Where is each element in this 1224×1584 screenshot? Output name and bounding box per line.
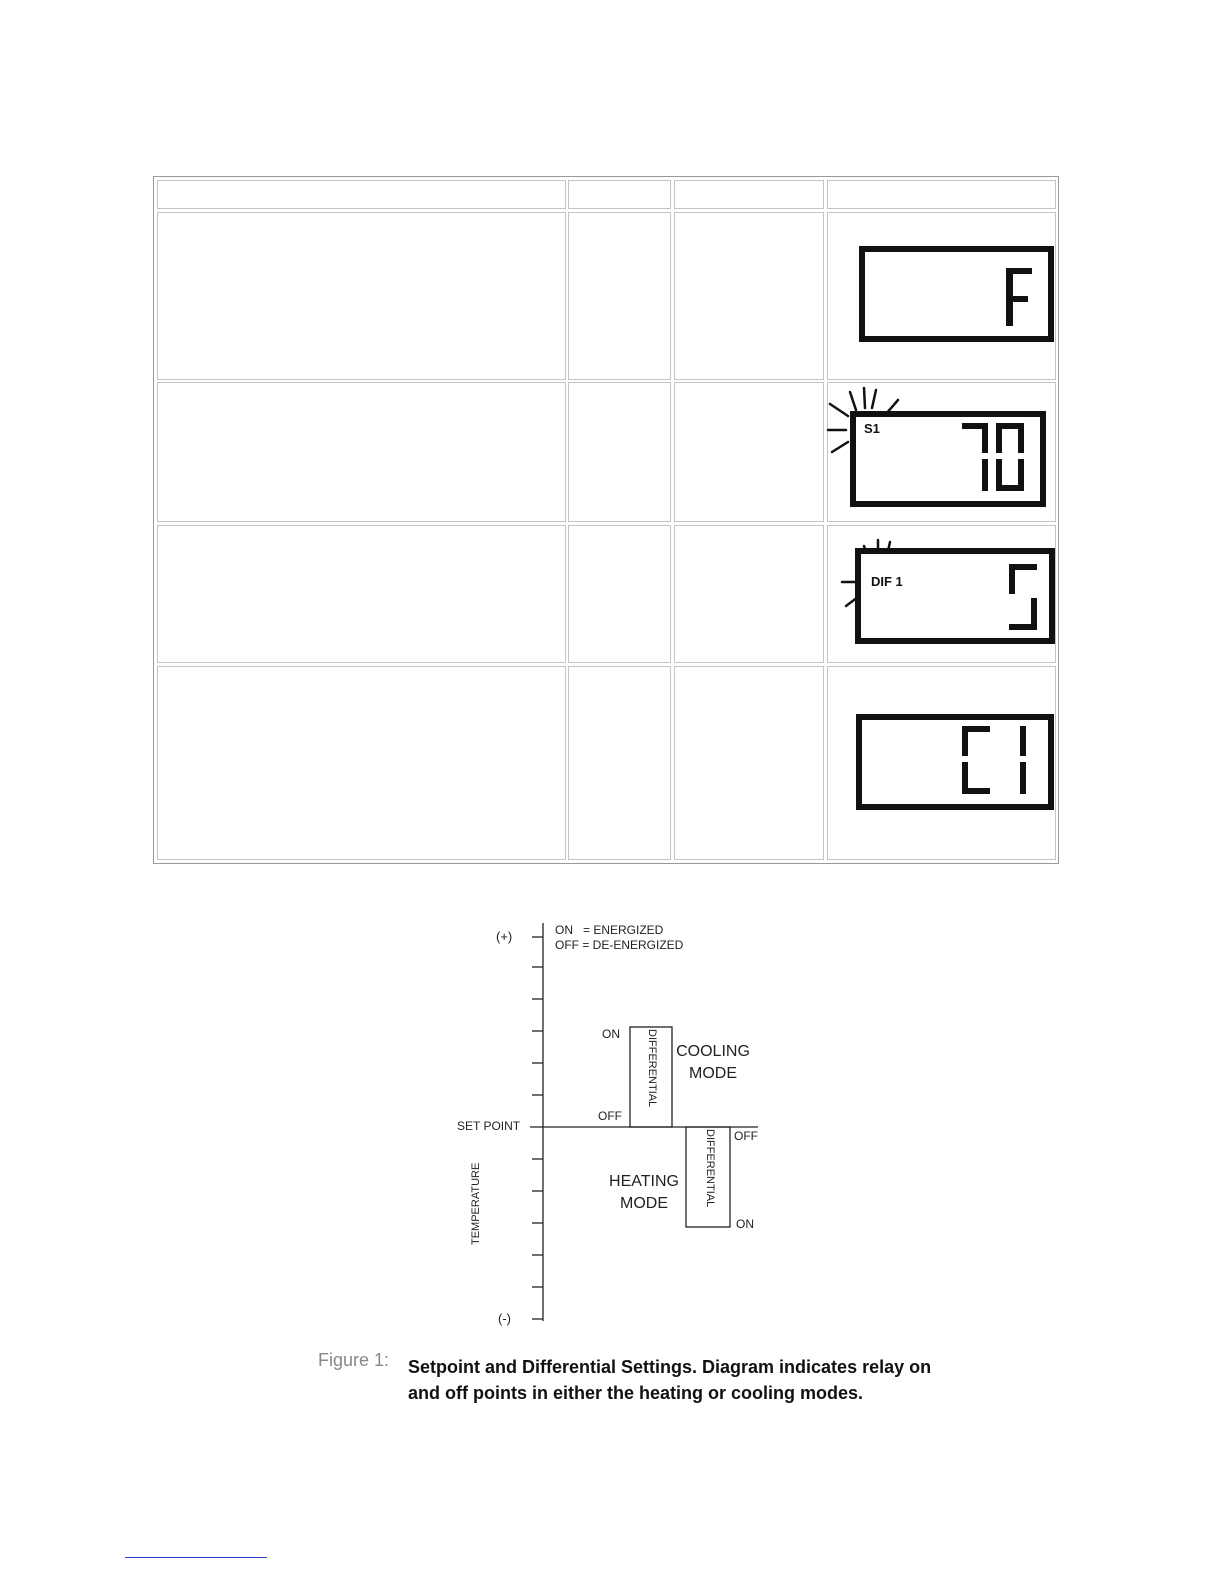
cooling-mode-label <box>672 1041 754 1085</box>
header-cell <box>674 180 824 209</box>
set-point-label: SET POINT <box>457 1119 521 1133</box>
heating-mode-line2: MODE <box>620 1195 668 1212</box>
lcd-display-setpoint <box>850 411 1046 507</box>
heating-mode-label <box>600 1171 688 1215</box>
footer-rule <box>125 1557 267 1558</box>
table-cell <box>157 525 566 663</box>
axis-top-label: (+) <box>496 929 513 944</box>
table-cell <box>157 666 566 860</box>
table-cell <box>157 382 566 522</box>
lcd-digits <box>861 554 1049 638</box>
lcd-digits <box>865 252 1048 336</box>
heating-mode-line1: HEATING <box>609 1173 679 1190</box>
cooling-mode-line1: COOLING <box>676 1043 750 1060</box>
table-cell <box>157 212 566 380</box>
table-cell <box>568 666 671 860</box>
table-cell <box>674 382 824 522</box>
setpoint-differential-diagram <box>440 915 780 1335</box>
legend-on: ON = ENERGIZED <box>555 923 664 937</box>
lcd-indicator-label: S1 <box>864 421 880 436</box>
table-cell <box>674 666 824 860</box>
table-cell <box>674 212 824 380</box>
header-cell <box>827 180 1056 209</box>
cooling-off-label: OFF <box>598 1109 622 1123</box>
cooling-on-label: ON <box>602 1027 620 1041</box>
lcd-digits <box>862 720 1048 804</box>
lcd-display-differential <box>855 548 1055 644</box>
lcd-display-mode <box>856 714 1054 810</box>
heating-differential-label: DIFFERENTIAL <box>704 1129 716 1208</box>
table-cell <box>568 525 671 663</box>
header-cell <box>157 180 566 209</box>
axis-bottom-label: (-) <box>498 1311 511 1326</box>
lcd-digits <box>856 417 1040 501</box>
heating-off-label: OFF <box>734 1129 758 1143</box>
lcd-display-units <box>859 246 1054 342</box>
legend-off: OFF = DE-ENERGIZED <box>555 938 684 952</box>
cooling-differential-label: DIFFERENTIAL <box>646 1029 658 1108</box>
table-cell <box>568 382 671 522</box>
heating-on-label: ON <box>736 1217 754 1231</box>
axis-label: TEMPERATURE <box>470 1162 482 1245</box>
lcd-indicator-label: DIF 1 <box>871 574 903 589</box>
figure-label: Figure 1: <box>318 1350 390 1370</box>
table-cell <box>674 525 824 663</box>
cooling-mode-line2: MODE <box>689 1065 737 1082</box>
figure-caption: Setpoint and Differential Settings. Diagram indicates relay on and off points in either the heating or cooling modes. <box>408 1357 932 1403</box>
table-cell <box>568 212 671 380</box>
header-cell <box>568 180 671 209</box>
